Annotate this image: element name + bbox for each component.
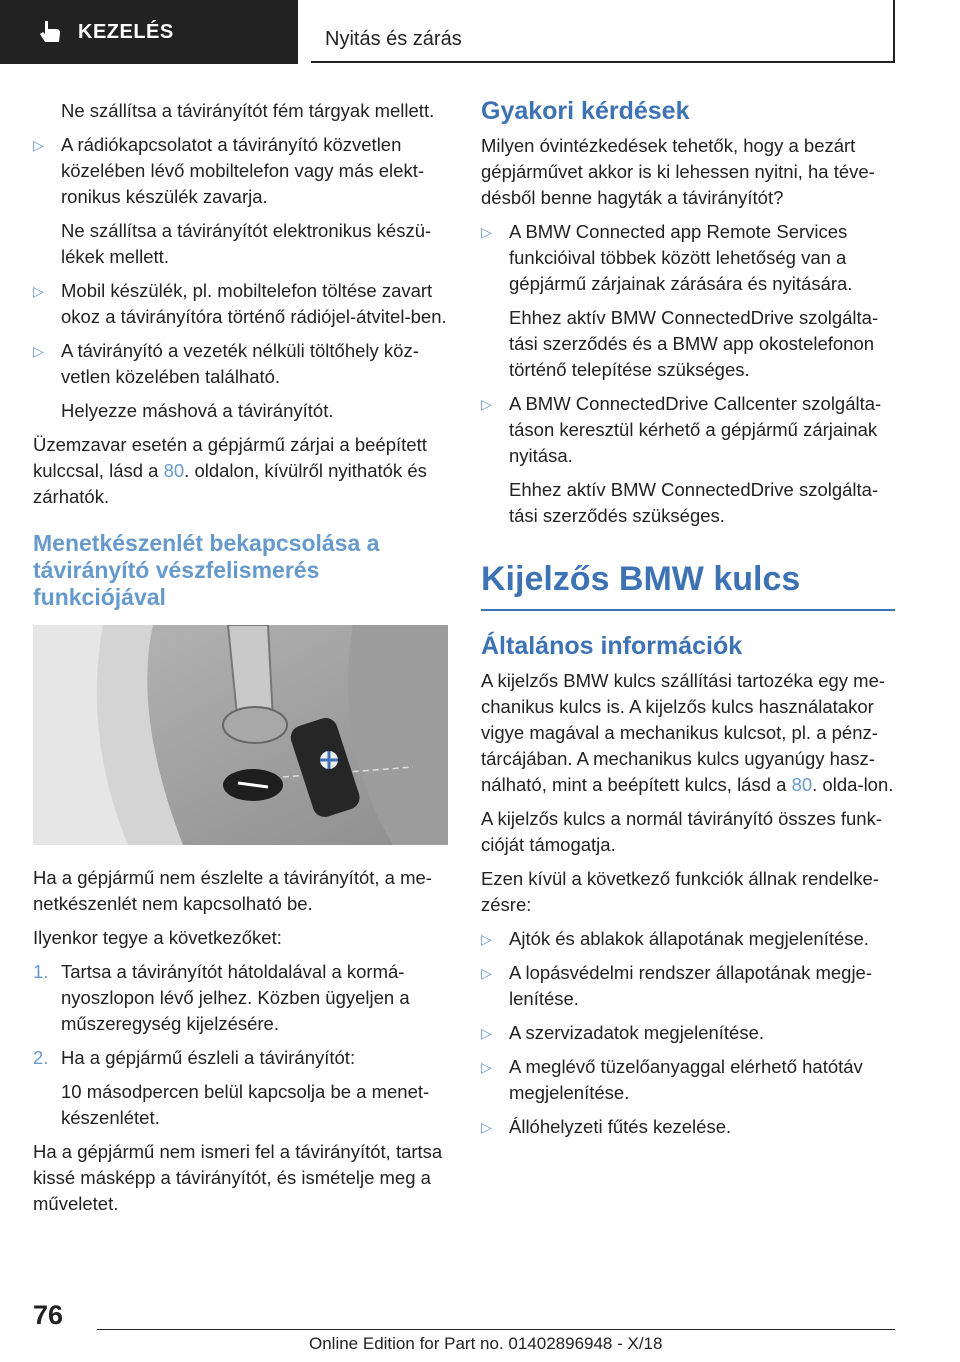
text: Üzemzavar esetén a gépjármű zárjai a beépített kulccsal, lásd a: [33, 434, 427, 481]
paragraph: 10 másodpercen belül kapcsolja be a menet-készenlétet.: [61, 1081, 430, 1128]
list-item: [481, 219, 895, 297]
bullet-marker: ▷: [481, 396, 492, 412]
list-item: [481, 1054, 895, 1106]
paragraph-with-link: [33, 432, 448, 510]
section-heading: Általános információk: [481, 632, 743, 660]
list-item: [481, 1020, 895, 1046]
list-item-text: A meglévő tüzelőanyaggal elérhető hatótáv megjelenítése.: [509, 1056, 863, 1103]
bullet-marker: ▷: [33, 283, 44, 299]
key-fob-steering-column-photo: [33, 625, 448, 845]
bullet-marker: ▷: [33, 343, 44, 359]
list-item-text: Ajtók és ablakok állapotának megjelenítése.: [509, 928, 869, 949]
header-section-tab: [0, 0, 298, 64]
bullet-marker: ▷: [481, 931, 492, 947]
paragraph: Helyezze máshová a távirányítót.: [61, 400, 334, 421]
chapter-heading: Kijelzős BMW kulcs: [481, 559, 895, 611]
page-title: Nyitás és zárás: [325, 28, 462, 50]
list-item: [481, 926, 895, 952]
numbered-step: [33, 1045, 448, 1071]
header-title-box: [311, 0, 895, 63]
list-item-text: A BMW ConnectedDrive Callcenter szolgálta-táson keresztül kérhető a gépjármű zárjainak nyitása.: [509, 393, 882, 466]
list-item-text: A távirányító a vezeték nélküli töltőhely köz-vetlen közelében található.: [61, 340, 419, 387]
page-link[interactable]: 80: [791, 774, 813, 795]
list-item: [33, 278, 448, 330]
section-heading: Gyakori kérdések: [481, 97, 690, 125]
page-number: 76: [33, 1300, 64, 1330]
paragraph: Ne szállítsa a távirányítót elektronikus készü-lékek mellett.: [61, 220, 432, 267]
bullet-marker: ▷: [481, 1025, 492, 1041]
footer-edition: Online Edition for Part no. 01402896948 - X/18: [309, 1334, 663, 1353]
section-label: KEZELÉS: [78, 20, 174, 43]
list-item: [33, 132, 448, 210]
bullet-marker: ▷: [481, 1059, 492, 1075]
paragraph: Ezen kívül a következő funkciók állnak rendelke-zésre:: [481, 868, 879, 915]
paragraph: Ehhez aktív BMW ConnectedDrive szolgálta-tási szerződés és a BMW app okostelefonon történő telepítése szükséges.: [509, 307, 879, 380]
list-item-text: A lopásvédelmi rendszer állapotának megje-lenítése.: [509, 962, 873, 1009]
list-item: [481, 1114, 895, 1140]
paragraph: Ha a gépjármű nem ismeri fel a távirányítót, tartsa kissé másképp a távirányítót, és ismételje meg a műveletet.: [33, 1141, 443, 1214]
paragraph-with-link: [481, 668, 895, 798]
list-item: [481, 960, 895, 1012]
list-item-text: A szervizadatok megjelenítése.: [509, 1022, 765, 1043]
section-heading: Menetkészenlét bekapcsolása a távirányító vészfelismerés funkciójával: [33, 530, 380, 610]
paragraph: Ha a gépjármű nem észlelte a távirányítót, a me-netkészenlét nem kapcsolható be.: [33, 867, 432, 914]
paragraph: Ehhez aktív BMW ConnectedDrive szolgálta-tási szerződés szükséges.: [509, 479, 879, 526]
numbered-step: [33, 959, 448, 1037]
bullet-marker: ▷: [33, 137, 44, 153]
page-link[interactable]: 80: [163, 460, 185, 481]
footer-divider: [97, 1329, 895, 1330]
list-item-text: A BMW Connected app Remote Services funkcióival többek között lehetőség van a gépjármű zárjainak zárására és nyitására.: [509, 221, 853, 294]
paragraph: Milyen óvintézkedések tehetők, hogy a bezárt gépjárművet akkor is ki lehessen nyitni, ha téve-désből benne hagyták a távirányítót?: [481, 135, 875, 208]
text: . olda-lon.: [812, 774, 894, 795]
hand-pointer-icon: [36, 18, 64, 46]
list-item-text: Mobil készülék, pl. mobiltelefon töltése zavart okoz a távirányítóra történő rádiójel-átvitel-ben.: [61, 280, 447, 327]
bullet-marker: ▷: [481, 1119, 492, 1135]
paragraph: Ilyenkor tegye a következőket:: [33, 927, 282, 948]
text: . oldalon, kívülről nyithatók és zárhatók.: [33, 460, 427, 507]
right-column: [481, 98, 895, 1148]
list-item: [481, 391, 895, 469]
list-item-text: A rádiókapcsolatot a távirányító közvetlen közelében lévő mobiltelefon vagy más elekt-ronikus készülék zavarja.: [61, 134, 424, 207]
bullet-marker: ▷: [481, 965, 492, 981]
left-column: [33, 98, 448, 1225]
step-text: Tartsa a távirányítót hátoldalával a kormá-nyoszlopon lévő jelhez. Közben ügyeljen a műszeregység kijelzésére.: [61, 961, 410, 1034]
paragraph: Ne szállítsa a távirányítót fém tárgyak mellett.: [61, 100, 435, 121]
step-number: 1.: [33, 961, 49, 982]
text: A kijelzős BMW kulcs szállítási tartozéka egy me-chanikus kulcs is. A kijelzős kulcs használatakor vigye magával a mechanikus kulcsot, pl. a pénz-tárcájában. A mechanikus kulcs ugyanúgy hasz-nálható, mint a beépített kulcs, lásd a: [481, 670, 886, 795]
list-item-text: Állóhelyzeti fűtés kezelése.: [509, 1116, 732, 1137]
paragraph: A kijelzős kulcs a normál távirányító összes funk-cióját támogatja.: [481, 808, 882, 855]
step-number: 2.: [33, 1047, 49, 1068]
bullet-marker: ▷: [481, 224, 492, 240]
step-text: Ha a gépjármű észleli a távirányítót:: [61, 1047, 356, 1068]
list-item: [33, 338, 448, 390]
